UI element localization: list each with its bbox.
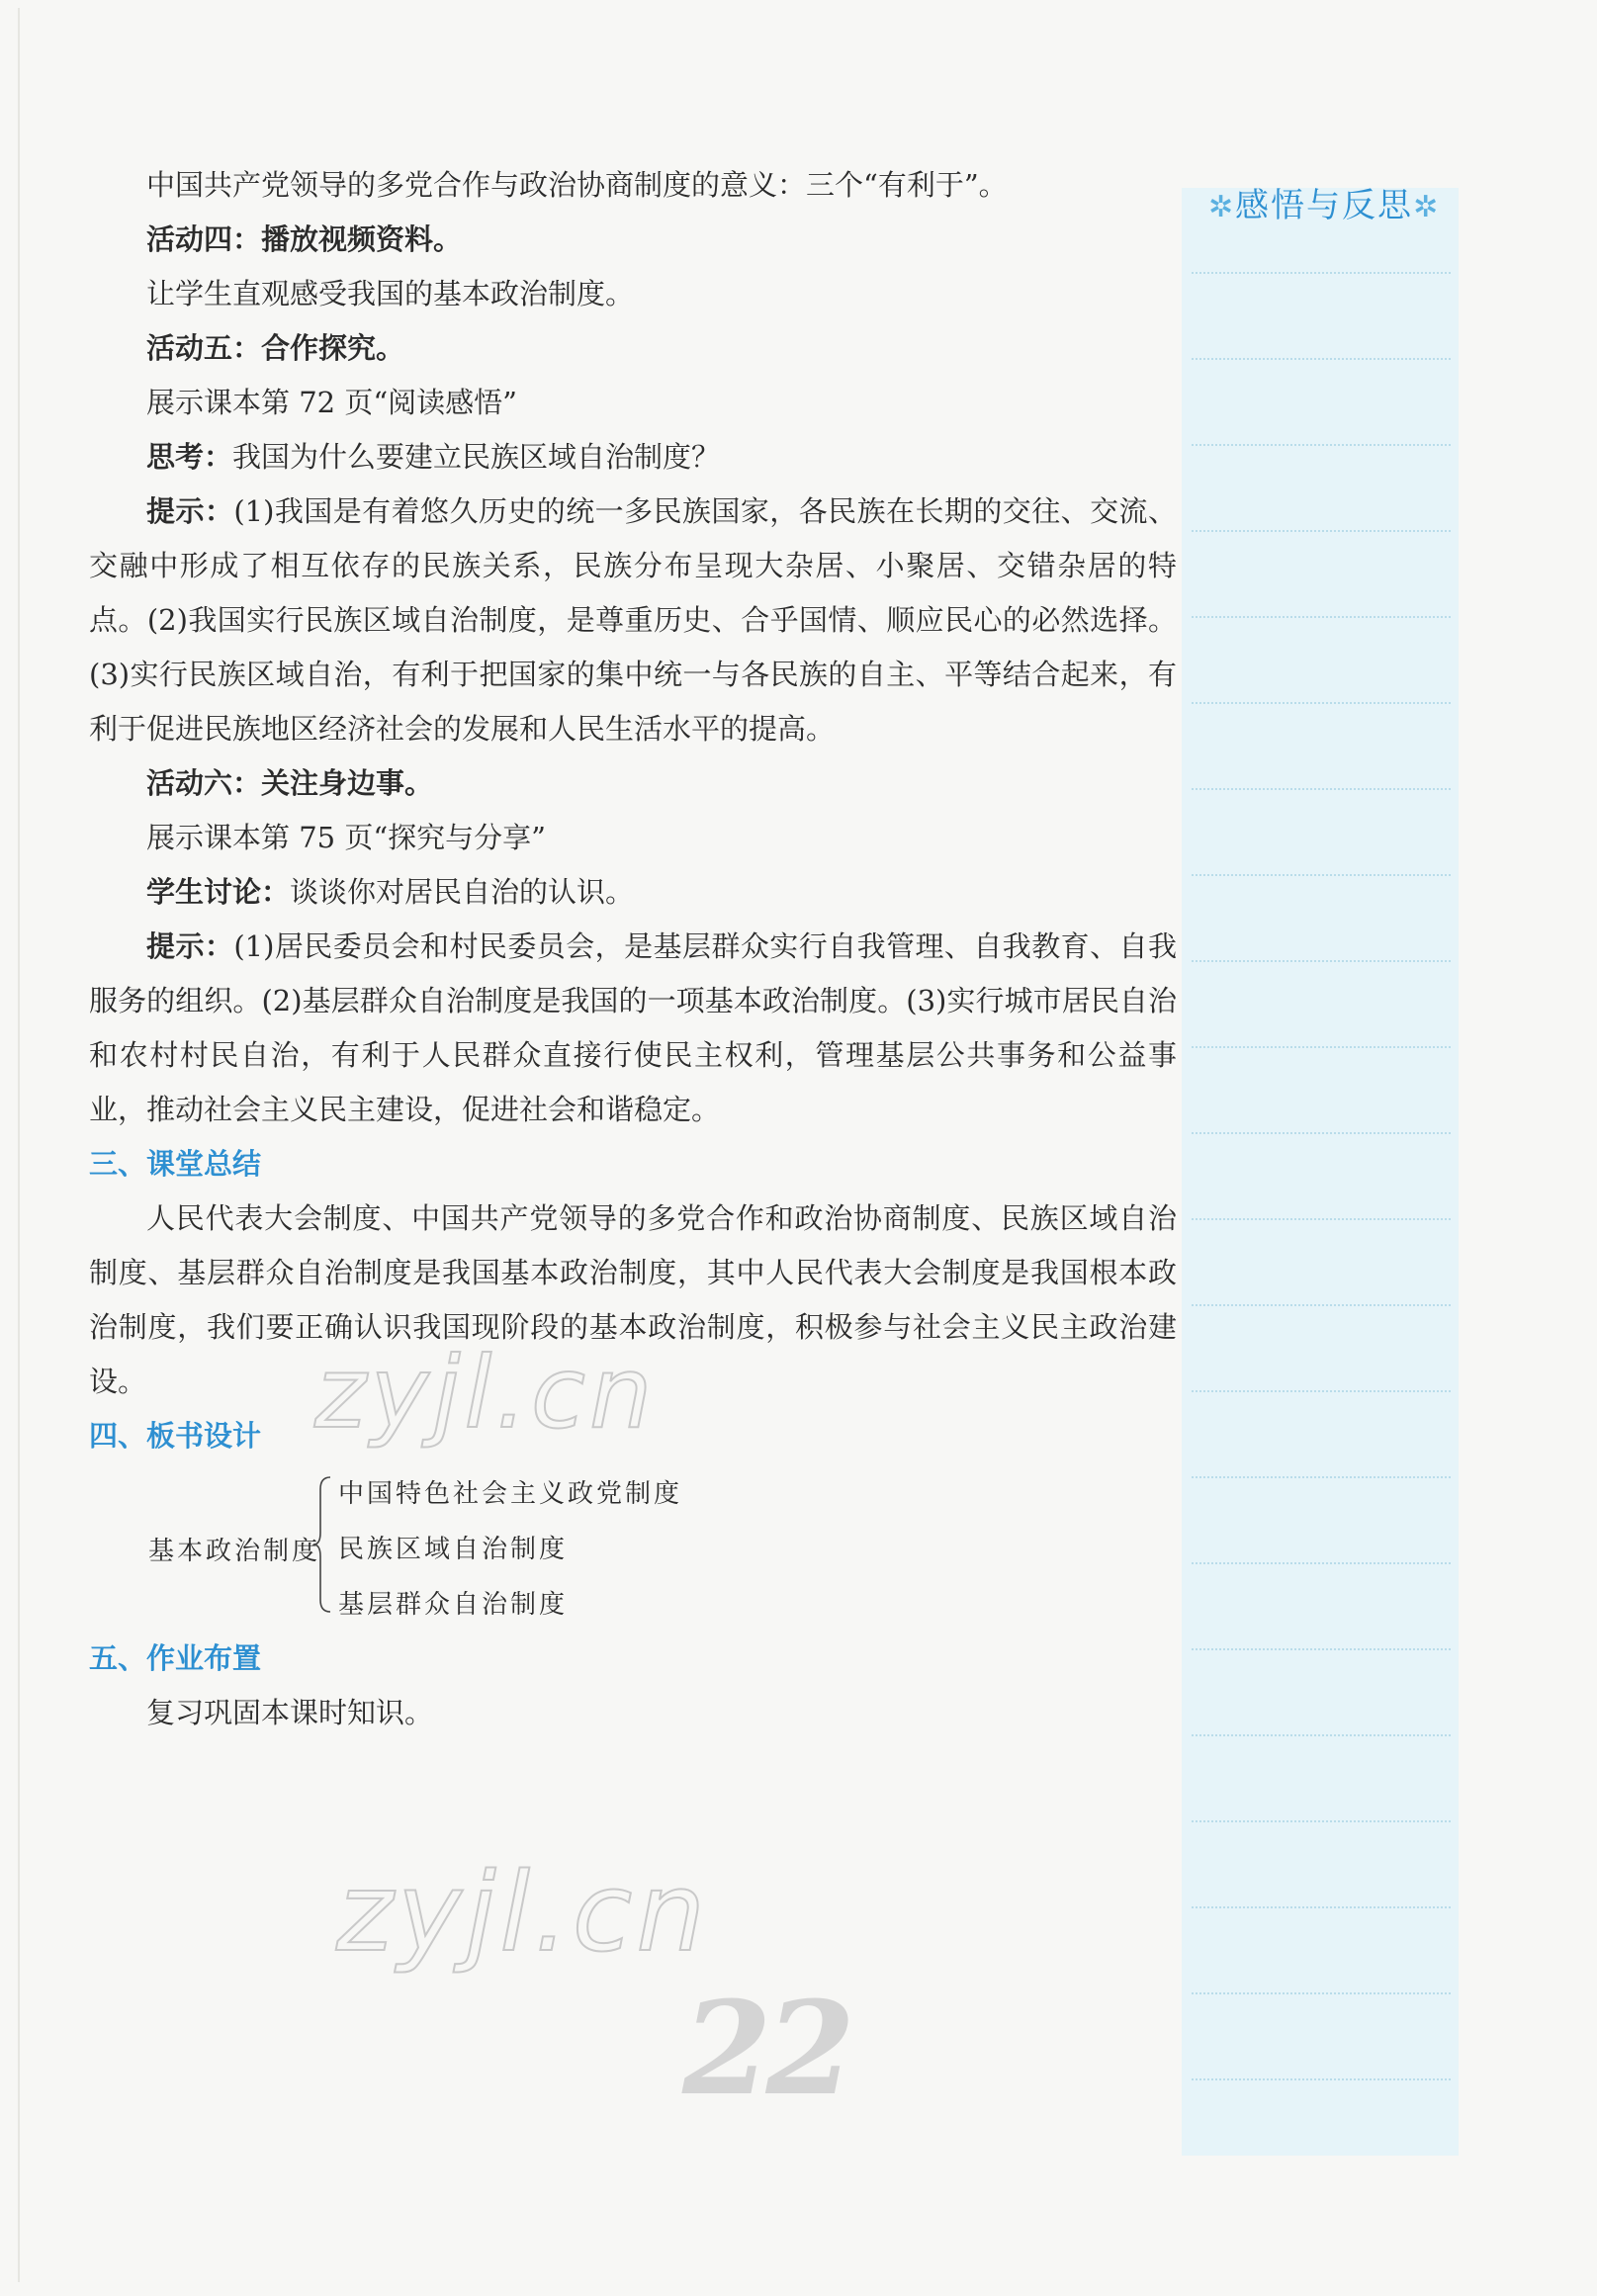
hint2-label: 提示： bbox=[146, 929, 234, 963]
think-text: 我国为什么要建立民族区域自治制度？ bbox=[232, 440, 721, 474]
activity6-text: 展示课本第 75 页“探究与分享” bbox=[146, 821, 546, 854]
note-line bbox=[1192, 1820, 1451, 1822]
sidebar-title bbox=[1185, 178, 1464, 226]
section3-heading: 三、课堂总结 bbox=[89, 1147, 262, 1181]
hint1-text: (1)我国是有着悠久历史的统一多民族国家，各民族在长期的交往、交流、交融中形成了相互依存的民族关系，民族分布呈现大杂居、小聚居、交错杂居的特点。(2)我国实行民族区域自治制度，是尊重历史、合乎国情、顺应民心的必然选择。(3)实行民族区域自治，有利于把国家的集中统一与各民族的自主、平等结合起来，有利于促进民族地区经济社会的发展和人民生活水平的提高。 bbox=[89, 494, 1177, 746]
sidebar-title-text: 感悟与反思 bbox=[1235, 186, 1413, 225]
note-line bbox=[1192, 1562, 1451, 1564]
note-line bbox=[1192, 788, 1451, 790]
note-line bbox=[1192, 444, 1451, 446]
note-line bbox=[1192, 702, 1451, 704]
board-design bbox=[89, 1467, 1177, 1626]
hint2-paragraph bbox=[89, 920, 1177, 1137]
summary-paragraph: 人民代表大会制度、中国共产党领导的多党合作和政治协商制度、民族区域自治制度、基层群众自治制度是我国基本政治制度，其中人民代表大会制度是我国根本政治制度，我们要正确认识我国现阶段的基本政治制度，积极参与社会主义民主政治建设。 bbox=[89, 1201, 1177, 1398]
note-line bbox=[1192, 874, 1451, 876]
note-line bbox=[1192, 1648, 1451, 1650]
note-line bbox=[1192, 530, 1451, 532]
note-line bbox=[1192, 1906, 1451, 1908]
note-line bbox=[1192, 358, 1451, 360]
note-line bbox=[1192, 1046, 1451, 1048]
watermark-upper: zyjl.cn bbox=[314, 1335, 657, 1451]
note-line bbox=[1192, 1734, 1451, 1736]
brace-icon bbox=[312, 1475, 332, 1614]
hint1-label: 提示： bbox=[146, 494, 234, 528]
activity4-text: 让学生直观感受我国的基本政治制度。 bbox=[146, 277, 635, 310]
discuss-text: 谈谈你对居民自治的认识。 bbox=[290, 875, 635, 909]
page-number: 22 bbox=[682, 1973, 849, 2124]
board-item: 中国特色社会主义政党制度 bbox=[338, 1479, 683, 1509]
activity5-text: 展示课本第 72 页“阅读感悟” bbox=[146, 386, 517, 419]
note-line bbox=[1192, 2078, 1451, 2080]
section5-heading: 五、作业布置 bbox=[89, 1641, 262, 1675]
note-line bbox=[1192, 616, 1451, 618]
hint1-paragraph bbox=[89, 485, 1177, 756]
note-line bbox=[1192, 1218, 1451, 1220]
activity4-title: 活动四：播放视频资料。 bbox=[146, 222, 463, 256]
homework-text: 复习巩固本课时知识。 bbox=[146, 1696, 434, 1729]
watermark-lower: zyjl.cn bbox=[336, 1849, 710, 1976]
think-label: 思考： bbox=[146, 440, 233, 474]
section4-heading: 四、板书设计 bbox=[89, 1419, 262, 1453]
main-content bbox=[89, 158, 1177, 1740]
board-item: 民族区域自治制度 bbox=[338, 1535, 569, 1564]
activity5-title: 活动五：合作探究。 bbox=[146, 331, 405, 365]
hint2-text: (1)居民委员会和村民委员会，是基层群众实行自我管理、自我教育、自我服务的组织。(2)基层群众自治制度是我国的一项基本政治制度。(3)实行城市居民自治和农村村民自治，有利于人民群众直接行使民主权利，管理基层公共事务和公益事业，推动社会主义民主建设，促进社会和谐稳定。 bbox=[89, 929, 1177, 1126]
note-line bbox=[1192, 1304, 1451, 1306]
note-line bbox=[1192, 272, 1451, 274]
board-root: 基本政治制度 bbox=[148, 1537, 321, 1566]
note-line bbox=[1192, 1132, 1451, 1134]
flower-icon: ✲ bbox=[1413, 190, 1441, 224]
note-line bbox=[1192, 1476, 1451, 1478]
board-item: 基层群众自治制度 bbox=[338, 1590, 569, 1620]
intro-line: 中国共产党领导的多党合作与政治协商制度的意义：三个“有利于”。 bbox=[146, 168, 1008, 202]
think-paragraph bbox=[89, 430, 1177, 485]
discuss-label: 学生讨论： bbox=[146, 875, 291, 909]
reflection-sidebar bbox=[1182, 188, 1459, 2156]
note-line bbox=[1192, 960, 1451, 962]
discuss-paragraph bbox=[89, 865, 1177, 920]
activity6-title: 活动六：关注身边事。 bbox=[146, 766, 434, 800]
note-line bbox=[1192, 1390, 1451, 1392]
note-line bbox=[1192, 1992, 1451, 1994]
flower-icon: ✲ bbox=[1207, 190, 1235, 224]
